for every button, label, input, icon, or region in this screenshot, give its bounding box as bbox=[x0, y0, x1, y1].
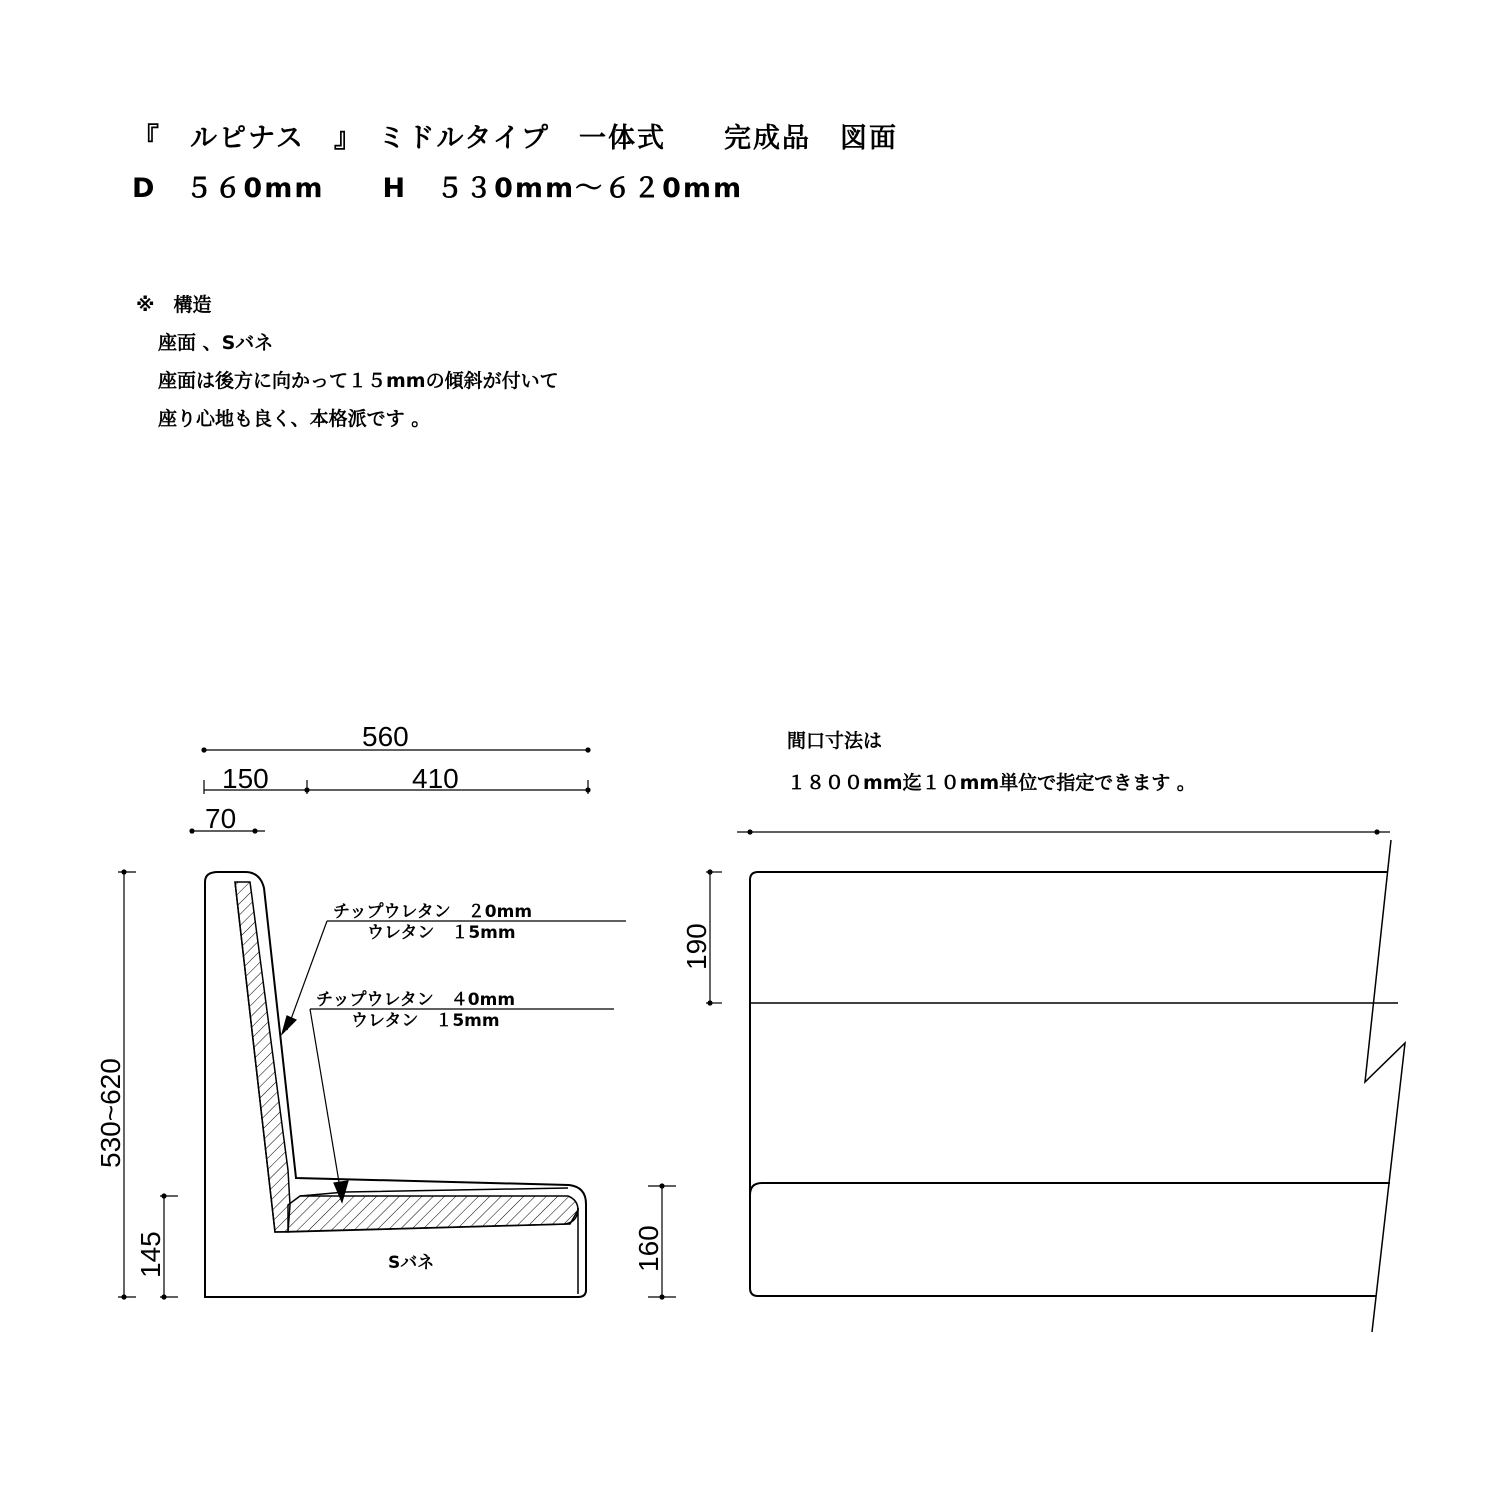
break-line bbox=[1365, 840, 1405, 1332]
dim-seat-height-label: 145 bbox=[135, 1231, 166, 1278]
dim-height-label: 530~620 bbox=[95, 1058, 126, 1168]
front-view-text bbox=[633, 923, 712, 1272]
dim-depth-label: 560 bbox=[362, 721, 409, 752]
dim-back-cushion-label: 190 bbox=[681, 923, 712, 970]
spring-label: Sバネ bbox=[388, 1253, 435, 1273]
dim-seat-label: 410 bbox=[412, 763, 459, 794]
drawing-dimensions: D ５６0mm H ５３0mm～６２0mm bbox=[132, 173, 744, 204]
front-view bbox=[648, 830, 1405, 1332]
seat-label-line-2: ウレタン １5mm bbox=[351, 1011, 500, 1031]
front-outline bbox=[750, 872, 1387, 1296]
dim-back-label: 150 bbox=[222, 763, 269, 794]
drawing-title: 『 ルピナス 』 ミドルタイプ 一体式 完成品 図面 bbox=[132, 123, 898, 154]
structure-note-line-3: 座り心地も良く、本格派です 。 bbox=[158, 408, 431, 430]
width-note-line-2: １８００mm迄１０mm単位で指定できます 。 bbox=[787, 772, 1196, 794]
width-note-line-1: 間口寸法は bbox=[787, 730, 883, 752]
dim-seat-cushion-label: 160 bbox=[633, 1225, 664, 1272]
structure-heading: ※ 構造 bbox=[136, 294, 212, 316]
structure-note-line-1: 座面 、Sバネ bbox=[158, 332, 274, 354]
back-label-line-2: ウレタン １5mm bbox=[367, 923, 516, 943]
seat-cushion-section bbox=[288, 1196, 578, 1232]
seat-label-line-1: チップウレタン ４0mm bbox=[316, 990, 516, 1010]
back-label-line-1: チップウレタン ２0mm bbox=[333, 902, 533, 922]
structure-note-line-2: 座面は後方に向かって１５mmの傾斜が付いて bbox=[158, 370, 559, 392]
seat-label-leader bbox=[310, 1009, 614, 1202]
seat-cushion-outline bbox=[750, 1183, 1390, 1195]
dim-top-label: 70 bbox=[205, 803, 237, 834]
width-dimension-line bbox=[737, 830, 1390, 834]
